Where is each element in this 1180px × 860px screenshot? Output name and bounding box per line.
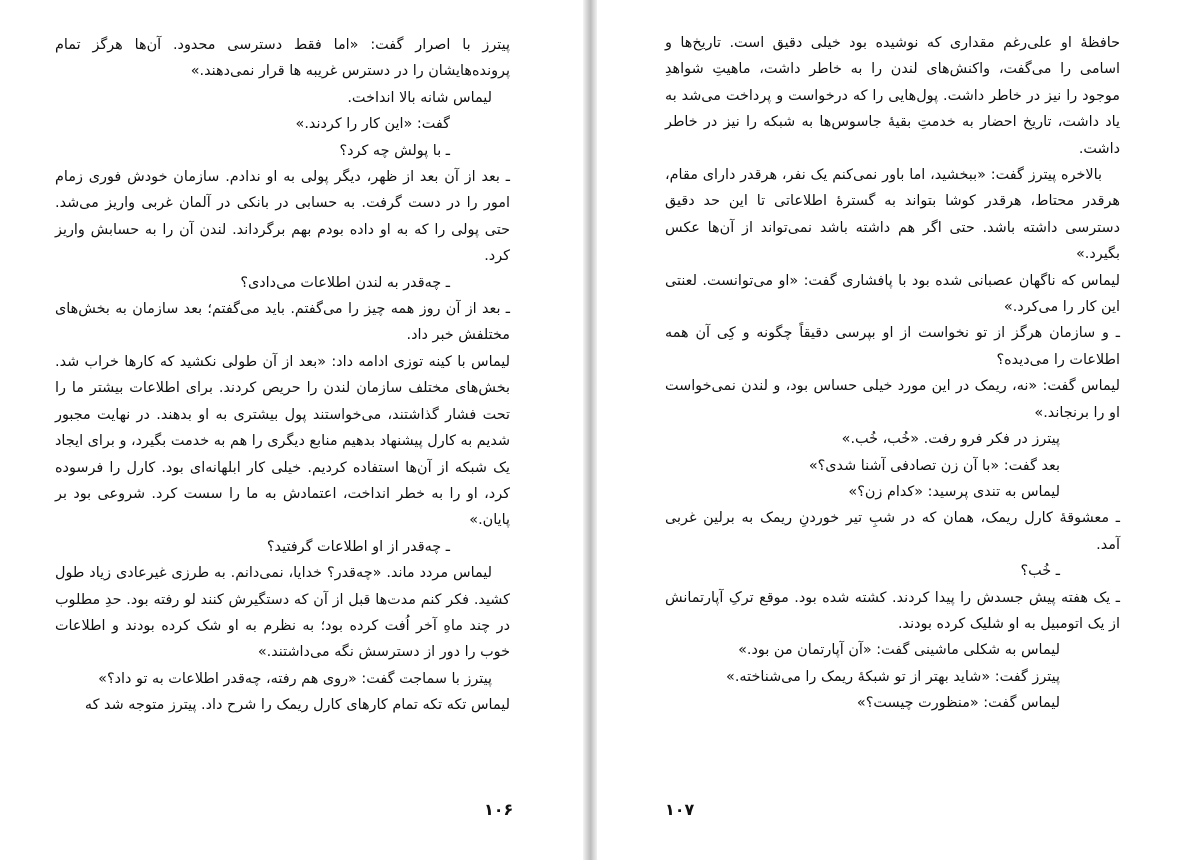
book-gutter — [583, 0, 597, 860]
left-paragraph: لیماس شانه بالا انداخت. — [347, 89, 492, 106]
right-paragraph: ـ و سازمان هرگز از تو نخواست از او بپرسی دقیقاً چگونه و کِی آن همه اطلاعات را می‌دیده؟ — [665, 325, 1120, 368]
right-paragraph: لیماس گفت: «منظورت چیست؟» — [856, 695, 1060, 712]
left-paragraph: لیماس مردد ماند. «چه‌قدر؟ خدایا، نمی‌دانم. به طرزی غیرعادی زیاد طول کشید. فکر کنم مدت‌ها قبل از آن که دستگیرش کنند لو رفته بود. حدِ مطلوب در چند ماهِ آخر اُفت کرده بود؛ به نظرم به او شک کرده بودند و اطلاعات خوب را دور از دسترسش نگه می‌داشتند.» — [55, 565, 510, 661]
right-paragraph: ـ خُب؟ — [1020, 563, 1060, 580]
left-page-text — [55, 32, 510, 719]
left-paragraph: پیترز با سماجت گفت: «روی هم رفته، چه‌قدر اطلاعات به تو داد؟» — [98, 670, 492, 687]
right-paragraph: پیترز گفت: «شاید بهتر از تو شبکهٔ ریمک را می‌شناخته.» — [726, 668, 1060, 685]
page-number: ۱۰۷ — [665, 800, 695, 819]
right-page — [597, 0, 1180, 860]
right-paragraph: بالاخره پیترز گفت: «ببخشید، اما باور نمی‌کنم یک نفر، هرقدر دارای مقام، هرقدر محتاط، هرقدر کوشا بتواند به گسترهٔ اطلاعاتی تا این حد دقیق دسترسی داشته باشد. حتی اگر هم داشته باشد نمی‌تواند از آن‌ها عکس بگیرد.» — [665, 167, 1120, 263]
right-page-text — [665, 30, 1120, 717]
right-paragraph: لیماس که ناگهان عصبانی شده بود با پافشاری گفت: «او می‌توانست. لعنتی این کار را می‌کرد.» — [665, 272, 1120, 316]
right-paragraph: لیماس گفت: «نه، ریمک در این مورد خیلی حساس بود، و لندن نمی‌خواست او را برنجاند.» — [665, 378, 1120, 421]
left-paragraph: ـ بعد از آن روز همه چیز را می‌گفتم. باید می‌گفتم؛ بعد سازمان به بخش‌های مختلفش خبر داد. — [55, 301, 510, 344]
right-paragraph: ـ یک هفته پیش جسدش را پیدا کردند. کشته شده بود. موقع ترکِ آپارتمانش از یک اتومبیل به او شلیک کرده بودند. — [665, 589, 1120, 632]
left-paragraph: ـ چه‌قدر از او اطلاعات گرفتید؟ — [266, 538, 450, 555]
left-paragraph: لیماس با کینه توزی ادامه داد: «بعد از آن طولی نکشید که کارها خراب شد. بخش‌های مختلف سازمان لندن را حریص کردند. برای اطلاعات بیشتر ما را تحت فشار گذاشتند، می‌خواستند پول بیشتری به او بدهند. در نهایت مجبور شدیم به کارل پیشنهاد بدهیم منابع دیگری را هم به خدمت بگیرد، و برای ایجاد یک شبکه از آن‌ها استفاده کردیم. خیلی کار ابلهانه‌ای بود. کارل را فرسوده کرد، او را به خطر انداخت، اعتمادش به ما را سست کرد. شروعی بود بر پایان.» — [55, 353, 510, 529]
right-paragraph: بعد گفت: «با آن زن تصادفی آشنا شدی؟» — [808, 457, 1060, 474]
left-paragraph: گفت: «این کار را کردند.» — [295, 116, 450, 133]
left-paragraph: ـ با پولش چه کرد؟ — [339, 142, 450, 159]
left-page — [0, 0, 583, 860]
left-paragraph: لیماس تکه تکه تمام کارهای کارل ریمک را شرح داد. پیترز متوجه شد که — [84, 697, 510, 714]
right-paragraph: لیماس به تندی پرسید: «کدام زن؟» — [848, 483, 1060, 500]
right-paragraph: حافظهٔ او علی‌رغم مقداری که نوشیده بود خیلی دقیق است. تاریخ‌ها و اسامی را می‌گفت، واکنش‌های لندن را به خاطر داشت، ماهیتِ شواهدِ موجود را نیز در خاطر داشت. پول‌هایی را که درخواست و پرداخت می‌شد به یاد داشت، تاریخ احضار به خدمتِ بقیهٔ جاسوس‌ها به شبکه را نیز در خاطر داشت. — [665, 35, 1120, 157]
page-number: ۱۰۶ — [484, 800, 514, 819]
left-paragraph: ـ چه‌قدر به لندن اطلاعات می‌دادی؟ — [240, 274, 450, 291]
right-paragraph: ـ معشوقهٔ کارل ریمک، همان که در شبِ تیر خوردنِ ریمک به برلین غربی آمد. — [665, 510, 1120, 553]
left-paragraph: ـ بعد از آن بعد از ظهر، دیگر پولی به او ندادم. سازمان خودش فوری زمام امور را در دست گرفت. به حسابی در بانکی در آلمان غربی واریز می‌شد. حتی پولی را که به او داده بودم بهم برگرداند. لندن آن را به حسابش واریز کرد. — [55, 169, 510, 265]
left-paragraph: پیترز با اصرار گفت: «اما فقط دسترسی محدود. آن‌ها هرگز تمام پرونده‌هایشان را در دسترس غریبه ها قرار نمی‌دهند.» — [55, 37, 510, 80]
right-paragraph: لیماس به شکلی ماشینی گفت: «آن آپارتمان من بود.» — [738, 642, 1060, 659]
right-paragraph: پیترز در فکر فرو رفت. «خُب، خُب.» — [841, 431, 1060, 448]
